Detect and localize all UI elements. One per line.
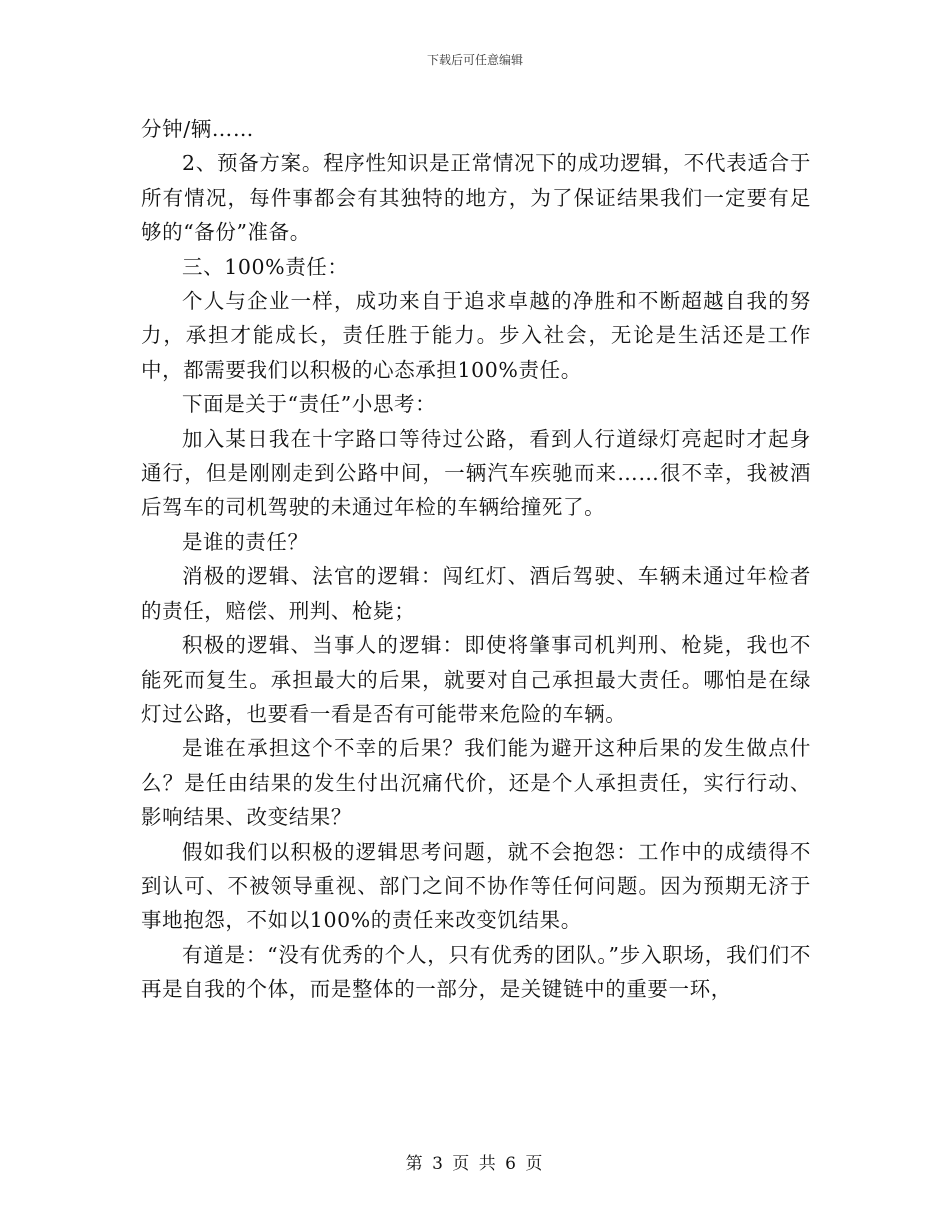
paragraph: 消极的逻辑、法官的逻辑：闯红灯、酒后驾驶、车辆未通过年检者的责任，赔偿、刑判、枪毙； [141, 564, 811, 623]
paragraph: 积极的逻辑、当事人的逻辑：即使将肇事司机判刑、枪毙，我也不能死而复生。承担最大的后果，就要对自己承担最大责任。哪怕是在绿灯过公路，也要看一看是否有可能带来危险的车辆。 [141, 633, 811, 726]
paragraph: 加入某日我在十字路口等待过公路，看到人行道绿灯亮起时才起身通行，但是刚刚走到公路中间，一辆汽车疾驰而来……很不幸，我被酒后驾车的司机驾驶的未通过年检的车辆给撞死了。 [141, 426, 811, 520]
paragraph: 2、预备方案。程序性知识是正常情况下的成功逻辑，不代表适合于所有情况，每件事都会有其独特的地方，为了保证结果我们一定要有足够的“备份”准备。 [141, 151, 811, 245]
document-body [141, 112, 811, 1007]
paragraph: 是谁在承担这个不幸的后果？我们能为避开这种后果的发生做点什么？是任由结果的发生付出沉痛代价，还是个人承担责任，实行行动、影响结果、改变结果？ [141, 736, 811, 830]
page-number: 第 3 页 共 6 页 [405, 1154, 545, 1174]
paragraph: 有道是：“没有优秀的个人，只有优秀的团队。”步入职场，我们们不再是自我的个体，而是整体的一部分，是关键链中的重要一环， [141, 942, 811, 1002]
paragraph: 下面是关于“责任”小思考： [182, 392, 437, 417]
paragraph: 是谁的责任？ [182, 529, 309, 554]
paragraph: 个人与企业一样，成功来自于追求卓越的净胜和不断超越自我的努力，承担才能成长，责任胜于能力。步入社会，无论是生活还是工作中，都需要我们以积极的心态承担100%责任。 [141, 289, 811, 382]
page-header: 下载后可任意编辑 [426, 53, 523, 67]
paragraph: 假如我们以积极的逻辑思考问题，就不会抱怨：工作中的成绩得不到认可、不被领导重视、部门之间不协作等任何问题。因为预期无济于事地抱怨，不如以100%的责任来改变饥结果。 [141, 839, 811, 933]
paragraph: 分钟/辆…… [141, 117, 255, 141]
section-heading: 三、100%责任： [182, 254, 349, 279]
